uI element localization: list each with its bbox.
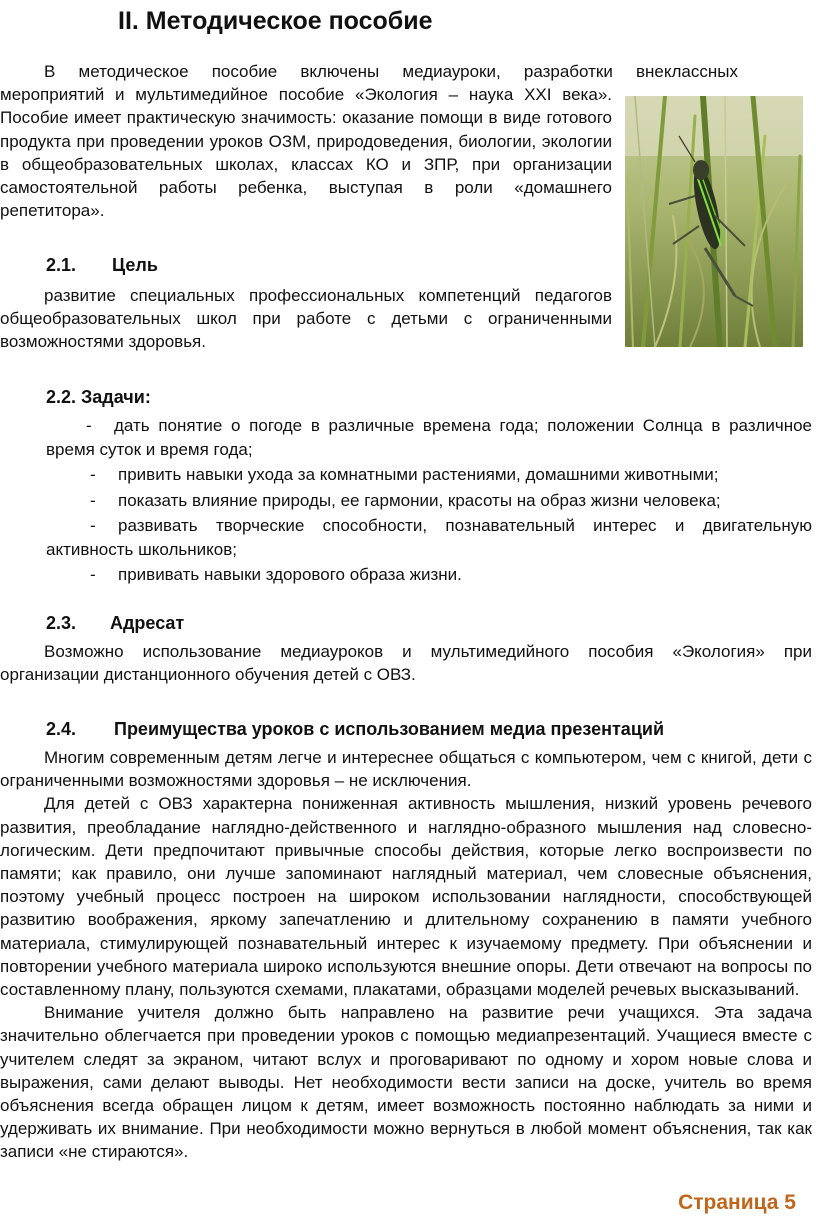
section-audience-text: Возможно использование медиауроков и мультимедийного пособия «Экология» при организации дистанционного обучения детей с ОВЗ.: [0, 642, 812, 685]
page-title: II. Методическое пособие: [118, 7, 433, 35]
intro-rest: мероприятий и мультимедийное пособие «Экология – наука XXI века». Пособие имеет практическую значимость: оказание помощи в виде готового продукта при проведении уроков ОЗМ, природоведения, биологии, экологии в общеобразовательных школах, классах КО и ЗПР, при организации самостоятельной работы ребенка, выступая в роли «домашнего репетитора».: [0, 85, 612, 221]
list-item: - прививать навыки здорового образа жизни.: [90, 565, 462, 584]
section-audience-number: 2.3.: [46, 613, 77, 633]
section-advantages-title: Преимущества уроков с использованием медиа презентаций: [114, 719, 665, 739]
list-item: - привить навыки ухода за комнатными растениями, домашними животными;: [90, 465, 719, 484]
section-goal-text: развитие специальных профессиональных компетенций педагогов общеобразовательных школ при работе с детьми с ограниченными возможностями здоровья.: [0, 286, 612, 352]
page-number: Страница 5: [678, 1191, 796, 1214]
advantages-paragraph: Для детей с ОВЗ характерна пониженная активность мышления, низкий уровень речевого развития, преобладание наглядно-действенного и наглядно-образного мышления над словесно-логическим. Дети предпочитают привычные способы действия, которые легко воспроизвести по памяти; как правило, они лучше запоминают наглядный материал, чем словесные объяснения, поэтому учебный процесс построен на широком использовании наглядности, способствующей развитию воображения, яркому запечатлению и длительному сохранению в памяти учебного материала, стимулирующей познавательный интерес к изучаемому предмету. При объяснении и повторении учебного материала широко используются внешние опоры. Дети отвечают на вопросы по составленному плану, пользуются схемами, плакатами, образцами моделей речевых высказываний.: [0, 794, 812, 1000]
list-item: - дать понятие о погоде в различные времена года; положении Солнца в различное время суток и время года;: [46, 416, 812, 459]
grasshopper-photo: [625, 96, 803, 347]
tasks-list: [46, 414, 812, 589]
section-tasks-heading: 2.2. Задачи:: [46, 387, 151, 407]
section-audience-heading: [46, 611, 184, 635]
list-item: - показать влияние природы, ее гармонии, красоты на образ жизни человека;: [90, 490, 721, 510]
section-advantages-number: 2.4.: [46, 719, 77, 739]
section-goal-number: 2.1.: [46, 255, 77, 275]
section-audience-title: Адресат: [110, 613, 185, 633]
section-advantages-heading: [46, 717, 664, 741]
list-item: - развивать творческие способности, познавательный интерес и двигательную активность школьников;: [46, 516, 812, 559]
intro-paragraph: [0, 60, 738, 222]
section-goal-heading: [46, 253, 158, 277]
section-audience-text-block: [0, 640, 812, 686]
advantages-paragraph: Внимание учителя должно быть направлено на развитие речи учащихся. Эта задача значительно облегчается при проведении уроков с помощью медиапрезентаций. Учащиеся вместе с учителем следят за экраном, читают вслух и проговаривают по одному и хором новые слова и выражения, сами делают выводы. Нет необходимости вести записи на доске, учитель во время объяснения всегда обращен лицом к детям, имеет возможность постоянно наблюдать за ними и удерживать их внимание. При необходимости можно вернуться в любой момент объяснения, так как записи «не стираются».: [0, 1003, 812, 1162]
section-goal-title: Цель: [112, 255, 158, 275]
section-advantages-body: [0, 746, 812, 1164]
section-goal-text-block: [0, 284, 612, 354]
intro-first-line: В методическое пособие включены медиауроки, разработки внеклассных: [44, 62, 738, 81]
advantages-paragraph: Многим современным детям легче и интереснее общаться с компьютером, чем с книгой, дети с ограниченными возможностями здоровья – не исключения.: [0, 748, 812, 791]
